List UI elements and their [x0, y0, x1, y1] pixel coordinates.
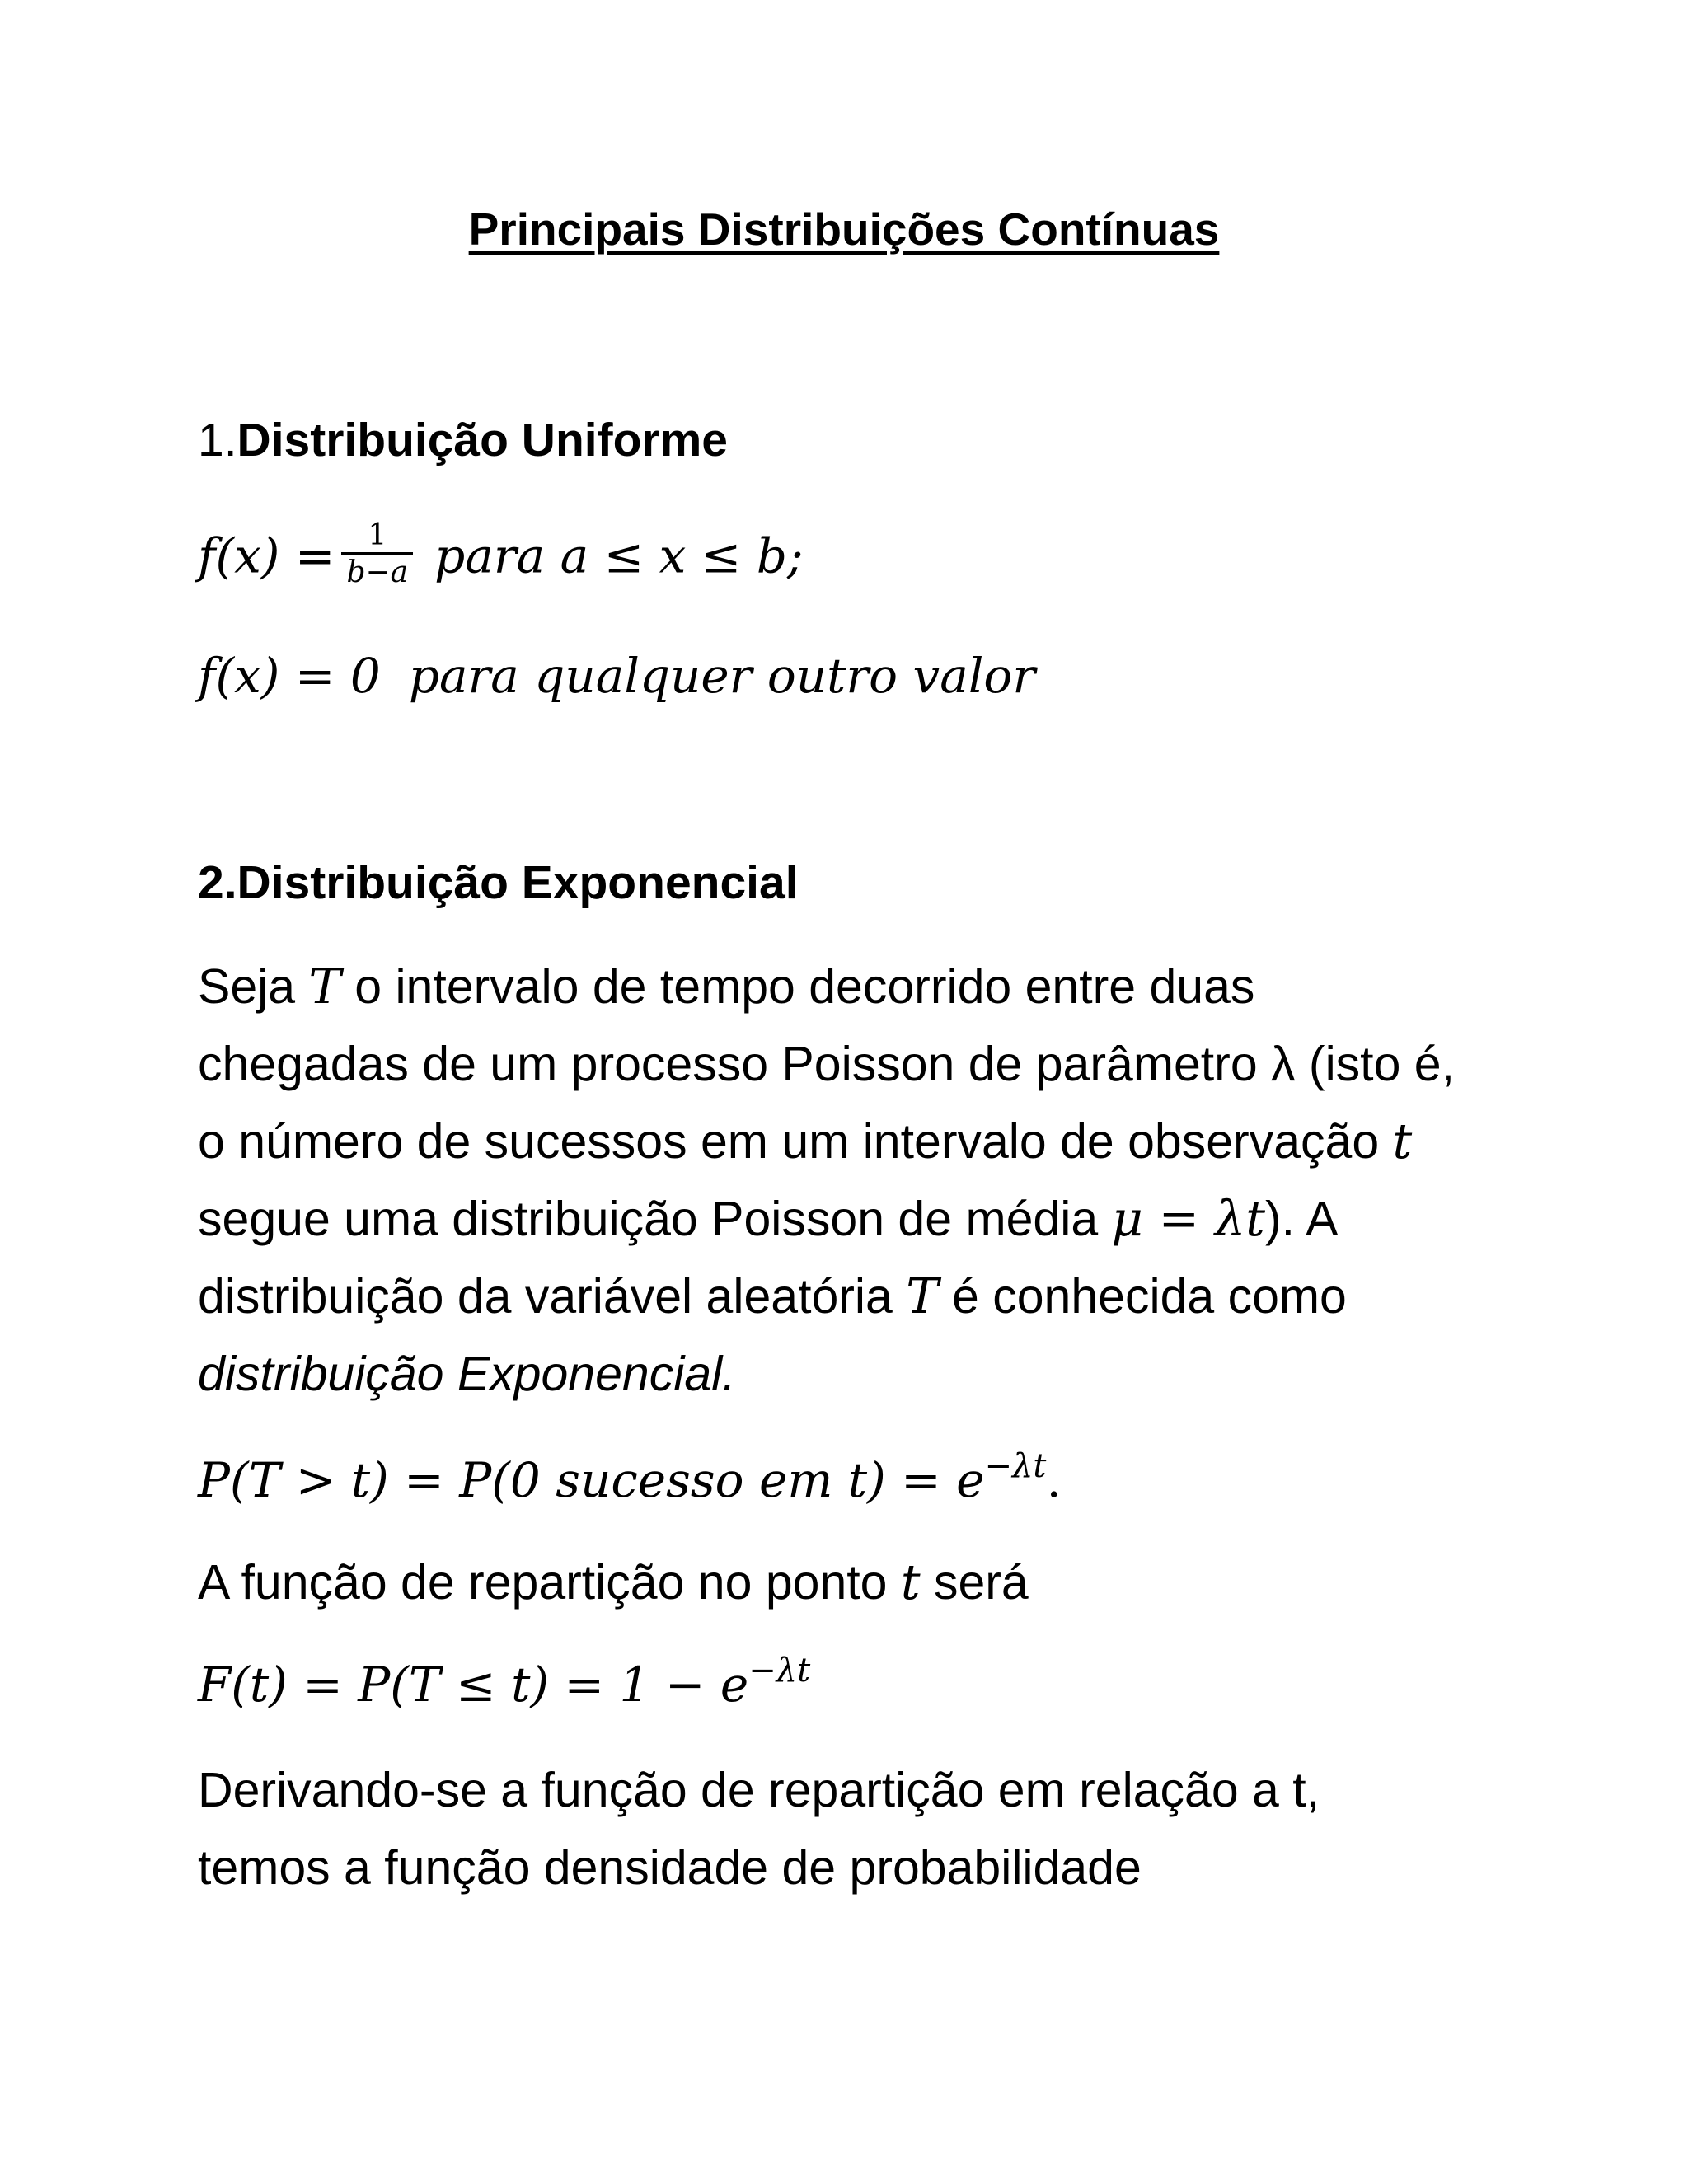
paragraph-line: [198, 1836, 1142, 1899]
uniform-pdf-condition: para a ≤ x ≤ b;: [434, 527, 804, 584]
text-run: distribuição da variável aleatória: [198, 1269, 907, 1324]
paragraph-line: [198, 1265, 1347, 1328]
paragraph-line: [198, 1188, 1338, 1250]
page-title: Principais Distribuições Contínuas: [468, 204, 1220, 255]
paragraph-line: [198, 1033, 1455, 1095]
equation-main: P(T > t) = P(0 sucesso em t) = e: [198, 1452, 985, 1508]
section-1-heading: [198, 409, 728, 471]
section-2-title: 2.Distribuição Exponencial: [198, 856, 799, 909]
uniform-pdf-zero-equation: [198, 644, 1035, 707]
text-run: chegadas de um processo Poisson de parâmetro λ (isto é,: [198, 1037, 1455, 1091]
text-run: é conhecida como: [938, 1269, 1347, 1324]
section-1-title: Distribuição Uniforme: [237, 414, 728, 466]
equation-exponent: −λt: [984, 1447, 1047, 1485]
uniform-pdf-lhs: f(x) =: [198, 527, 335, 584]
uniform-zero-condition: para qualquer outro valor: [408, 648, 1036, 704]
paragraph-line: [198, 1759, 1320, 1821]
math-t: t: [900, 1554, 921, 1610]
text-run: temos a função densidade de probabilidade: [198, 1840, 1142, 1895]
paragraph-line: [198, 1110, 1412, 1173]
text-run: ). A: [1264, 1192, 1339, 1246]
text-run: Derivando-se a função de repartição em relação a t,: [198, 1763, 1320, 1817]
text-run: será: [920, 1555, 1029, 1610]
fraction-denominator: b−a: [346, 555, 409, 589]
math-t: t: [1392, 1113, 1413, 1169]
text-run: Seja: [198, 959, 309, 1014]
uniform-zero-lhs: f(x) = 0: [198, 648, 381, 704]
text-run: o intervalo de tempo decorrido entre duas: [340, 959, 1255, 1014]
fraction-numerator: 1: [341, 519, 413, 555]
equation-main: F(t) = P(T ≤ t) = 1 − e: [198, 1657, 749, 1713]
survival-equation: [198, 1449, 1062, 1511]
equation-period: .: [1046, 1452, 1062, 1508]
uniform-pdf-equation: [198, 518, 804, 596]
cdf-equation: [198, 1653, 810, 1716]
math-T: T: [906, 1268, 939, 1324]
paragraph-line: [198, 1551, 1029, 1614]
math-mu: μ = λt: [1111, 1190, 1265, 1247]
equation-exponent: −λt: [748, 1652, 811, 1690]
text-run: segue uma distribuição Poisson de média: [198, 1192, 1112, 1246]
text-run: A função de repartição no ponto: [198, 1555, 901, 1610]
paragraph-line-italic: [198, 1343, 736, 1405]
section-2-heading: [198, 851, 799, 914]
section-1-number: 1.: [198, 414, 237, 466]
text-run: o número de sucessos em um intervalo de observação: [198, 1114, 1393, 1169]
text-run: distribuição Exponencial.: [198, 1347, 736, 1401]
uniform-pdf-fraction: [341, 519, 413, 591]
paragraph-line: [198, 955, 1254, 1018]
math-T: T: [308, 958, 341, 1015]
